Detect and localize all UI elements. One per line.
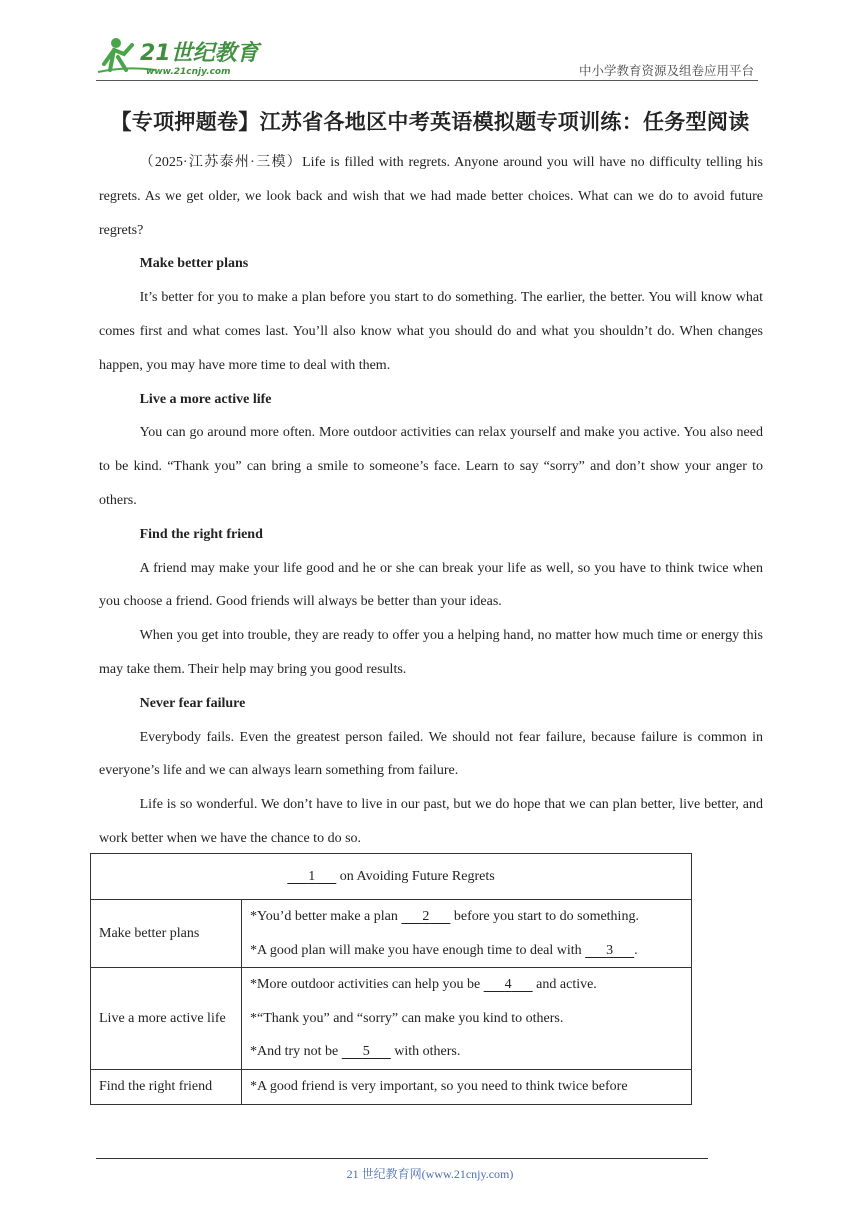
- row-label: Live a more active life: [91, 968, 242, 1070]
- logo-21cnjy: [96, 30, 266, 80]
- section-heading: Find the right friend: [139, 526, 263, 542]
- paragraph: Everybody fails. Even the greatest person failed. We should not fear failure, because failure is common in everyone’s life and we can always learn something from failure.: [99, 729, 763, 779]
- reading-passage: [99, 146, 763, 856]
- paragraph: A friend may make your life good and he or she can break your life as well, so you have to think twice when you choose a friend. Good friends will always be better than your ideas.: [99, 560, 763, 610]
- page-footer[interactable]: 21 世纪教育网(www.21cnjy.com): [346, 1167, 514, 1181]
- content-line: [250, 900, 683, 934]
- platform-name: 中小学教育资源及组卷应用平台: [578, 64, 754, 78]
- row-content: [242, 968, 692, 1070]
- header-divider: [96, 80, 758, 81]
- row-label: Find the right friend: [91, 1069, 242, 1104]
- paragraph: You can go around more often. More outdoor activities can relax yourself and make you active. You also need to be kind. “Thank you” can bring a smile to someone’s face. Learn to say “sorry” and don’t show your anger to others.: [99, 425, 763, 508]
- table-title-text: on Avoiding Future Regrets: [336, 868, 495, 884]
- content-line: [250, 934, 683, 968]
- table-title-cell: [91, 854, 692, 900]
- line-text: and active.: [532, 977, 597, 993]
- line-text: with others.: [390, 1044, 461, 1060]
- row-content: [242, 900, 692, 968]
- task-table: [90, 853, 692, 1105]
- svg-text:21世纪教育: 21世纪教育: [140, 41, 259, 66]
- table-row: [91, 1069, 692, 1104]
- section-heading: Never fear failure: [139, 695, 246, 711]
- content-line: *A good friend is very important, so you need to think twice before: [250, 1078, 628, 1094]
- paragraph: It’s better for you to make a plan before you start to do something. The earlier, the better. You will know what comes first and what comes last. You’ll also know what you should do and what you shouldn’t do. When changes happen, you may have more time to deal with them.: [99, 290, 763, 373]
- section-heading: Make better plans: [139, 256, 249, 272]
- line-text: .: [634, 942, 638, 958]
- line-text: *And try not be: [250, 1044, 342, 1060]
- footer-divider: [96, 1158, 708, 1159]
- page-header: [96, 30, 758, 82]
- row-content: [242, 1069, 692, 1104]
- row-label: Make better plans: [91, 900, 242, 968]
- blank-3[interactable]: 3: [606, 942, 614, 958]
- blank-4[interactable]: 4: [504, 977, 512, 993]
- paragraph: Life is so wonderful. We don’t have to live in our past, but we do hope that we can plan better, live better, and work better when we have the chance to do so.: [99, 797, 763, 846]
- content-line: [250, 968, 683, 1002]
- line-text: *You’d better make a plan: [250, 909, 402, 924]
- intro-paragraph: （2025·江苏泰州·三模）Life is filled with regrets. Anyone around you will have no difficulty telling his regrets. As we get older, we look back and wish that we had made better choices. What can we do to avoid future regrets?: [99, 155, 763, 238]
- paragraph: When you get into trouble, they are ready to offer you a helping hand, no matter how much time or energy this may take them. Their help may bring you good results.: [99, 628, 763, 677]
- table-row: [91, 900, 692, 968]
- table-row: [91, 968, 692, 1070]
- svg-text:www.21cnjy.com: www.21cnjy.com: [146, 67, 231, 77]
- line-text: *More outdoor activities can help you be: [250, 977, 484, 993]
- content-line: *“Thank you” and “sorry” can make you kind to others.: [250, 1010, 564, 1026]
- content-line: [250, 1035, 683, 1069]
- line-text: *A good plan will make you have enough time to deal with: [250, 942, 586, 958]
- blank-5[interactable]: 5: [362, 1044, 370, 1060]
- page-title: 【专项押题卷】江苏省各地区中考英语模拟题专项训练：任务型阅读: [110, 110, 750, 134]
- blank-2[interactable]: 2: [422, 909, 430, 924]
- section-heading: Live a more active life: [139, 391, 272, 407]
- line-text: before you start to do something.: [450, 909, 639, 924]
- table-title-row: [91, 854, 692, 900]
- blank-1[interactable]: 1: [308, 868, 316, 884]
